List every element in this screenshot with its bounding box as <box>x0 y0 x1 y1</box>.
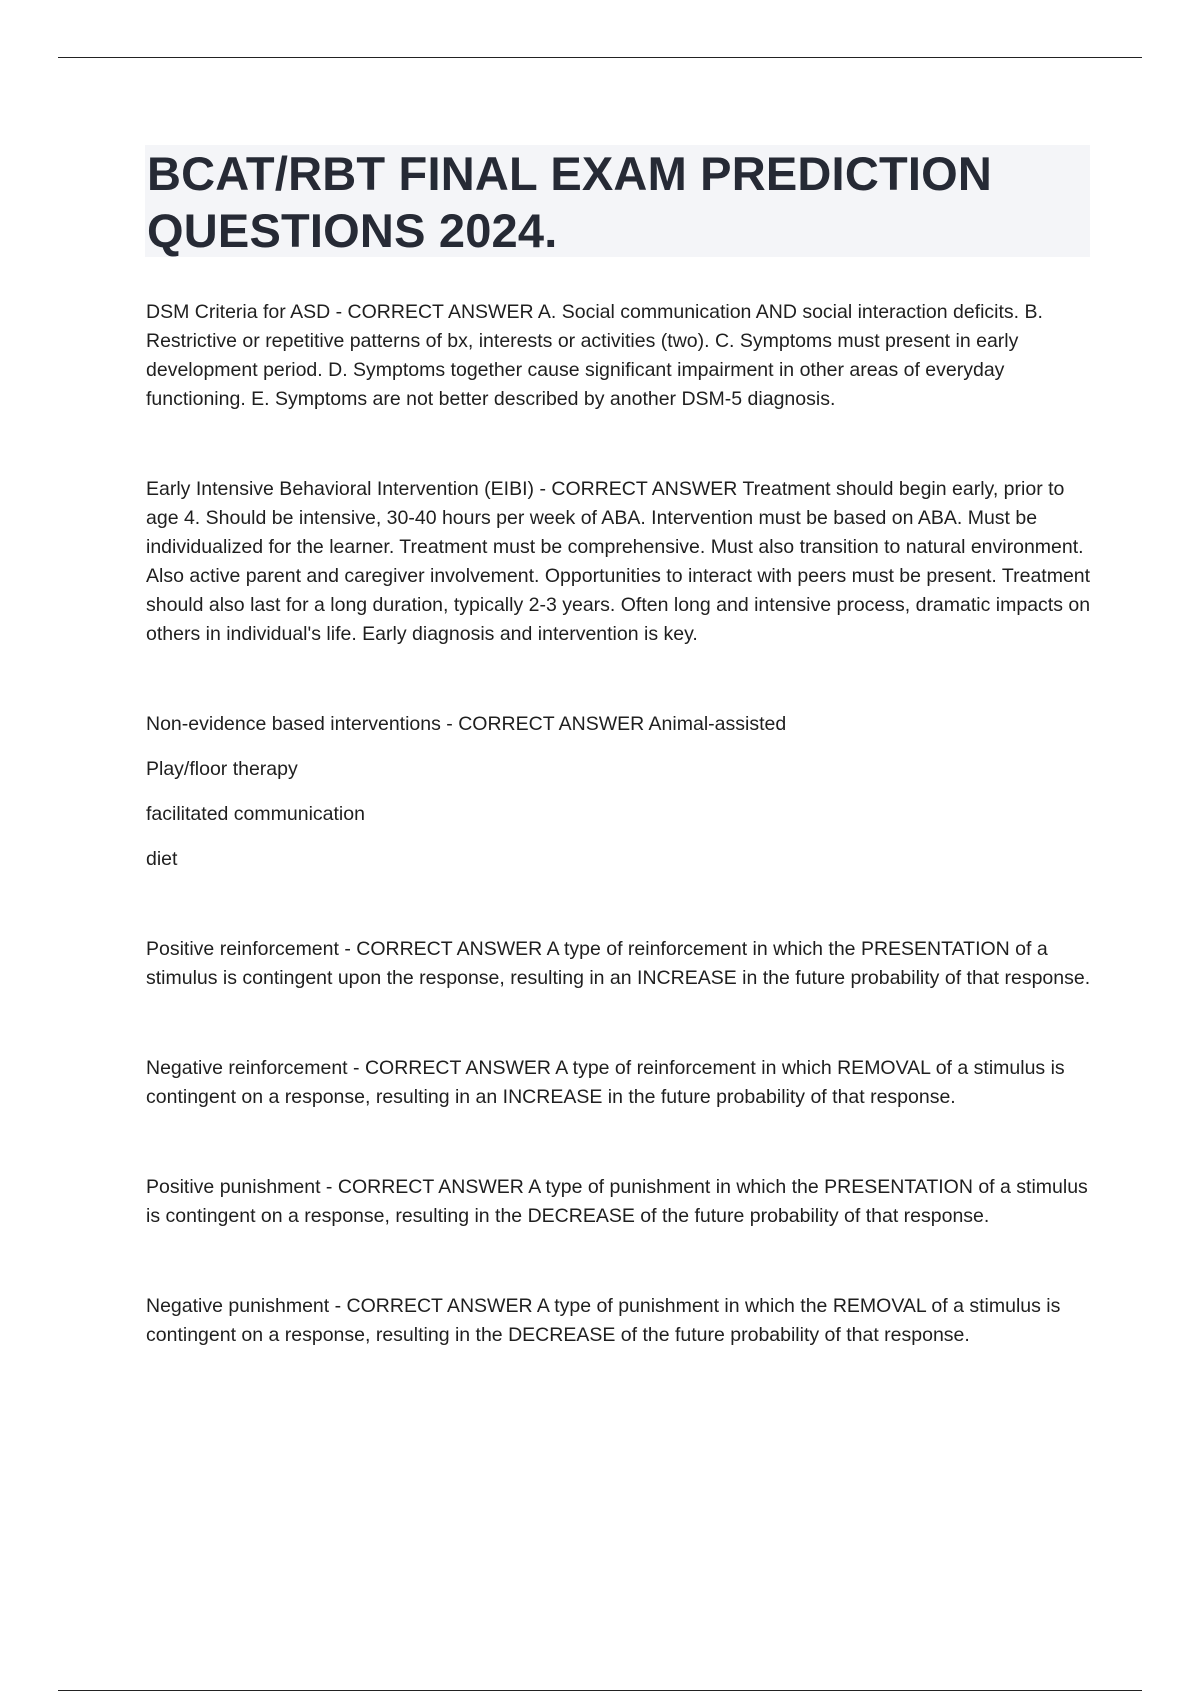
qa-entry <box>146 298 1091 414</box>
answer-text: A type of punishment in which the REMOVAL of a stimulus is contingent on a response, resulting in the DECREASE of the future probability of that response. <box>146 1295 1061 1346</box>
separator: - <box>329 1295 347 1317</box>
document-body <box>146 298 1091 1350</box>
qa-entry <box>146 1054 1091 1112</box>
qa-entry <box>146 935 1091 993</box>
separator: - <box>440 713 459 735</box>
question-term: Non-evidence based interventions <box>146 713 441 735</box>
correct-answer-marker: CORRECT ANSWER <box>458 713 645 735</box>
question-term: Early Intensive Behavioral Intervention (EIBI) <box>146 478 535 500</box>
answer-text: A type of reinforcement in which REMOVAL of a stimulus is contingent on a response, resulting in an INCREASE in the future probability of that response. <box>146 1057 1065 1108</box>
bottom-rule <box>58 1690 1142 1691</box>
answer-text: A type of reinforcement in which the PRESENTATION of a stimulus is contingent upon the response, resulting in an INCREASE in the future probability of that response. <box>146 938 1091 989</box>
correct-answer-marker: CORRECT ANSWER <box>356 938 543 960</box>
separator: - <box>347 1057 365 1079</box>
correct-answer-marker: CORRECT ANSWER <box>551 478 738 500</box>
question-term: Positive reinforcement <box>146 938 339 960</box>
question-term: Negative reinforcement <box>146 1057 348 1079</box>
qa-entry <box>146 710 1091 874</box>
title-block <box>145 145 1090 257</box>
answer-list-item: facilitated communication <box>146 803 365 825</box>
document-title: BCAT/RBT FINAL EXAM PREDICTION QUESTIONS 2024. <box>147 147 993 257</box>
separator: - <box>320 1176 338 1198</box>
question-term: DSM Criteria for ASD <box>146 301 331 323</box>
correct-answer-marker: CORRECT ANSWER <box>347 301 534 323</box>
top-rule <box>58 57 1142 58</box>
answer-text: A. Social communication AND social interaction deficits. B. Restrictive or repetitive patterns of bx, interests or activities (two). C. Symptoms must present in early development period. D. Symptoms together cause significant impairment in other areas of everyday functioning. E. Symptoms are not better described by another DSM-5 diagnosis. <box>146 301 1043 410</box>
separator: - <box>338 938 357 960</box>
answer-text: Treatment should begin early, prior to age 4. Should be intensive, 30-40 hours per week of ABA. Intervention must be based on ABA. Must be individualized for the learner. Treatment must be comprehensive. Must also transition to natural environment. Also active parent and caregiver involvement. Opportunities to interact with peers must be present. Treatment should also last for a long duration, typically 2-3 years. Often long and intensive process, dramatic impacts on others in individual's life. Early diagnosis and intervention is key. <box>146 478 1091 645</box>
qa-entry <box>146 475 1091 649</box>
question-term: Positive punishment <box>146 1176 321 1198</box>
qa-entry <box>146 1173 1091 1231</box>
answer-list-item: diet <box>146 848 178 870</box>
answer-text: Animal-assisted <box>648 713 787 735</box>
qa-entry <box>146 1292 1091 1350</box>
correct-answer-marker: CORRECT ANSWER <box>364 1057 551 1079</box>
separator: - <box>330 301 348 323</box>
answer-text: A type of punishment in which the PRESENTATION of a stimulus is contingent on a response, resulting in the DECREASE of the future probability of that response. <box>146 1176 1088 1227</box>
answer-list-item: Play/floor therapy <box>146 758 298 780</box>
separator: - <box>534 478 552 500</box>
correct-answer-marker: CORRECT ANSWER <box>337 1176 524 1198</box>
question-term: Negative punishment <box>146 1295 330 1317</box>
correct-answer-marker: CORRECT ANSWER <box>346 1295 533 1317</box>
answer-first-line <box>146 710 1091 739</box>
